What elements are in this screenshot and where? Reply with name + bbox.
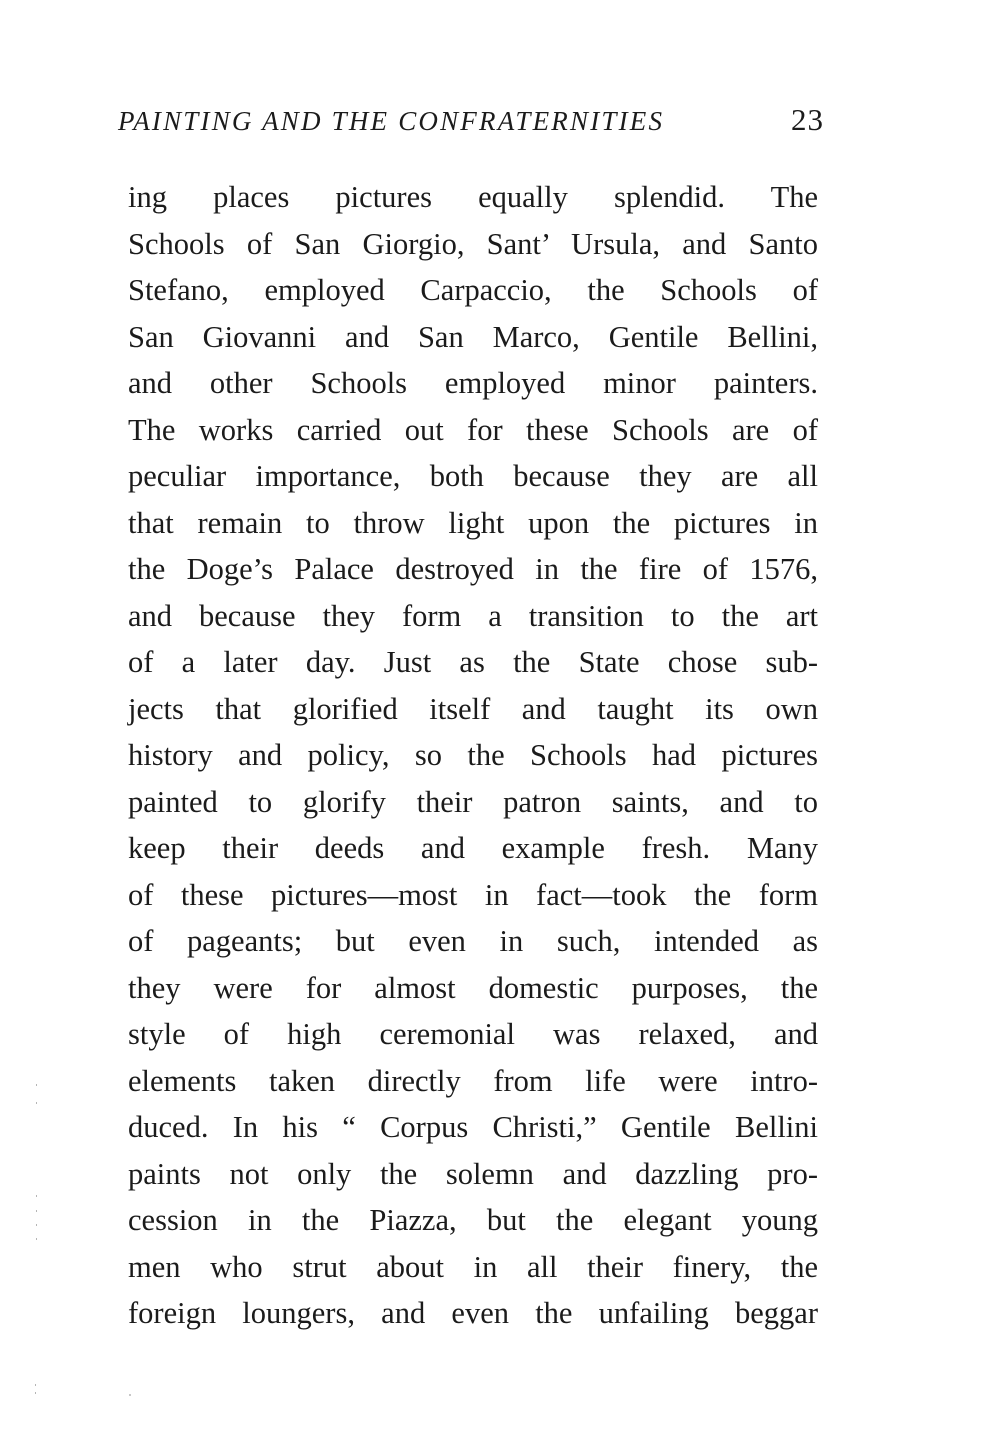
text-line: paints not only the solemn and dazzling pro- <box>128 1156 818 1191</box>
text-line: Stefano, employed Carpaccio, the Schools of <box>128 273 818 307</box>
text-line: that remain to throw light upon the pictures in <box>128 505 818 540</box>
text-line: and other Schools employed minor painters. <box>128 366 818 400</box>
text-line: of these pictures—most in fact—took the form <box>128 877 818 912</box>
text-line: Schools of San Giorgio, Sant’ Ursula, and Santo <box>128 226 818 261</box>
text-line: elements taken directly from life were intro- <box>128 1063 818 1098</box>
text-line: keep their deeds and example fresh. Many <box>128 831 818 865</box>
running-title: PAINTING AND THE CONFRATERNITIES <box>118 106 665 136</box>
page-number: 23 <box>791 102 824 137</box>
scan-speck <box>36 1084 37 1086</box>
running-header <box>118 100 824 144</box>
scan-speck <box>129 1394 131 1396</box>
scan-speck <box>36 1210 37 1212</box>
text-line: cession in the Piazza, but the elegant young <box>128 1203 818 1237</box>
text-line: foreign loungers, and even the unfailing beggar <box>128 1296 818 1330</box>
body-text <box>128 174 818 1337</box>
text-line: the Doge’s Palace destroyed in the fire of 1576, <box>128 552 818 586</box>
scan-speck <box>36 1195 37 1197</box>
scan-speck <box>35 1384 36 1386</box>
text-line: of a later day. Just as the State chose sub- <box>128 645 818 679</box>
text-line: men who strut about in all their finery, the <box>128 1249 818 1284</box>
scan-speck <box>36 1224 37 1226</box>
text-line: they were for almost domestic purposes, the <box>128 970 818 1005</box>
text-line: of pageants; but even in such, intended as <box>128 924 818 958</box>
text-line: duced. In his “ Corpus Christi,” Gentile Bellini <box>128 1110 818 1144</box>
text-line: peculiar importance, both because they are all <box>128 459 818 493</box>
scan-speck <box>36 1102 37 1104</box>
scan-speck <box>35 1392 36 1394</box>
text-line: jects that glorified itself and taught its own <box>128 691 818 726</box>
text-line: San Giovanni and San Marco, Gentile Bellini, <box>128 319 818 354</box>
text-line: painted to glorify their patron saints, and to <box>128 784 818 819</box>
text-line: and because they form a transition to the art <box>128 598 818 633</box>
text-line: The works carried out for these Schools are of <box>128 412 818 447</box>
text-line: style of high ceremonial was relaxed, and <box>128 1017 818 1051</box>
text-line: history and policy, so the Schools had pictures <box>128 738 818 772</box>
text-line: ing places pictures equally splendid. The <box>128 180 818 214</box>
scan-speck <box>36 1238 37 1240</box>
